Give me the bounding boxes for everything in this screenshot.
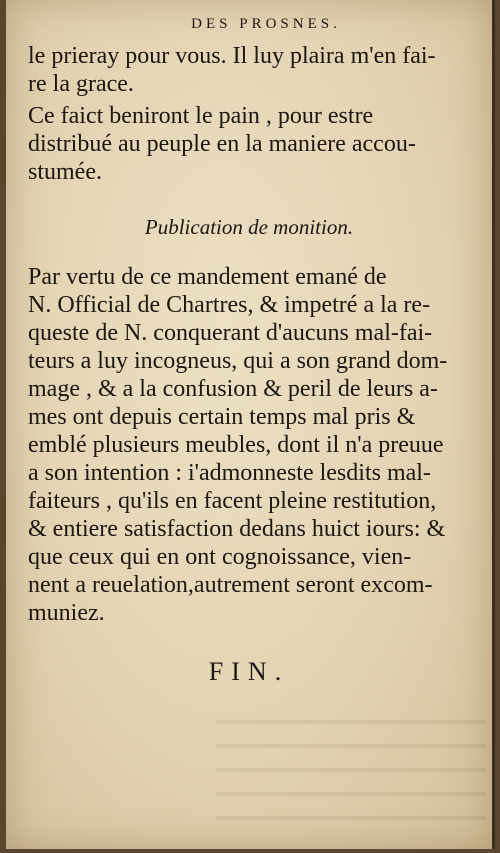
text-line: N. Official de Chartres, & impetré a la re- (28, 292, 431, 318)
section-title: Publication de monition. (144, 215, 354, 239)
text-line: emblé plusieurs meubles, dont il n'a preuue (28, 432, 444, 458)
text-line: le prieray pour vous. Il luy plaira m'en fai- (28, 43, 436, 69)
text-line: re la grace. (28, 71, 134, 97)
text-line: mes ont depuis certain temps mal pris & (28, 404, 416, 430)
text-line: que ceux qui en ont cognoissance, vien- (28, 544, 412, 570)
text-line: & entiere satisfaction dedans huict iours: & (28, 516, 446, 542)
text-line: Ce faict beniront le pain , pour estre (28, 103, 374, 129)
text-line: Par vertu de ce mandement emané de (28, 264, 387, 290)
text-line: faiteurs , qu'ils en facent pleine restitution, (28, 488, 437, 514)
show-through-texture (216, 700, 486, 820)
closing-fin: FIN. (208, 657, 290, 686)
text-line: teurs a luy incogneus, qui a son grand dom- (28, 348, 448, 374)
text-line: a son intention : i'admonneste lesdits mal- (28, 460, 431, 486)
text-line: mage , & a la confusion & peril de leurs a- (28, 376, 438, 402)
text-line: queste de N. conquerant d'aucuns mal-fai- (28, 320, 433, 346)
book-page (6, 0, 495, 849)
text-line: muniez. (28, 600, 105, 626)
running-head: DES PROSNES. (191, 16, 341, 32)
text-line: distribué au peuple en la maniere accou- (28, 131, 416, 157)
text-line: stumée. (28, 159, 102, 185)
text-line: nent a reuelation,autrement seront excom- (28, 572, 433, 598)
